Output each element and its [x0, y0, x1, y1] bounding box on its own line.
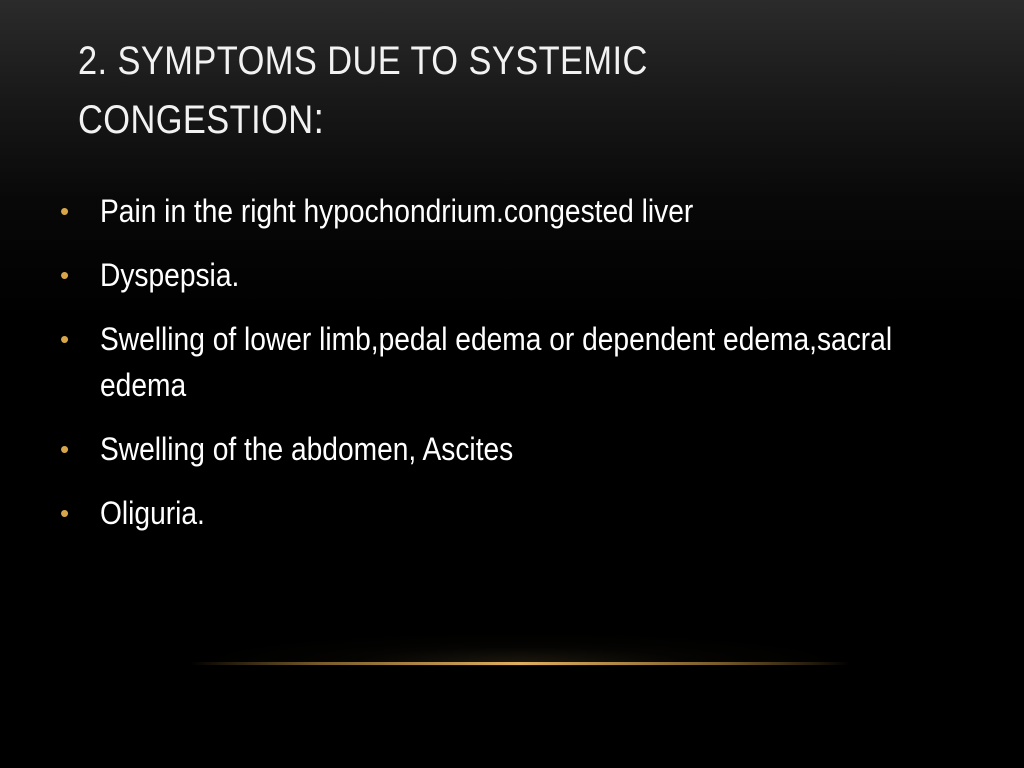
- bullet-text: Dyspepsia.: [100, 257, 240, 293]
- bullet-dot-icon: •: [60, 196, 70, 226]
- decorative-gold-line: [190, 662, 850, 665]
- slide-title: [78, 32, 835, 149]
- bullet-dot-icon: •: [60, 260, 70, 290]
- bullet-dot-icon: •: [60, 324, 70, 354]
- bullet-text: Oliguria.: [100, 495, 205, 531]
- bullet-list: [58, 188, 958, 554]
- bullet-item: [58, 426, 958, 472]
- slide-title-colon: :: [313, 94, 325, 143]
- bullet-item: [58, 252, 958, 298]
- bullet-dot-icon: •: [60, 498, 70, 528]
- decorative-glow: [190, 600, 850, 666]
- bullet-text: Pain in the right hypochondrium.congested liver: [100, 193, 694, 229]
- bullet-item: [58, 188, 958, 234]
- bullet-dot-icon: •: [60, 434, 70, 464]
- bullet-text: Swelling of lower limb,pedal edema or dependent edema,sacral edema: [100, 321, 893, 403]
- bullet-item: [58, 316, 958, 408]
- slide-title-text: 2. SYMPTOMS DUE TO SYSTEMIC CONGESTION: [78, 39, 648, 142]
- bullet-item: [58, 490, 958, 536]
- bullet-text: Swelling of the abdomen, Ascites: [100, 431, 514, 467]
